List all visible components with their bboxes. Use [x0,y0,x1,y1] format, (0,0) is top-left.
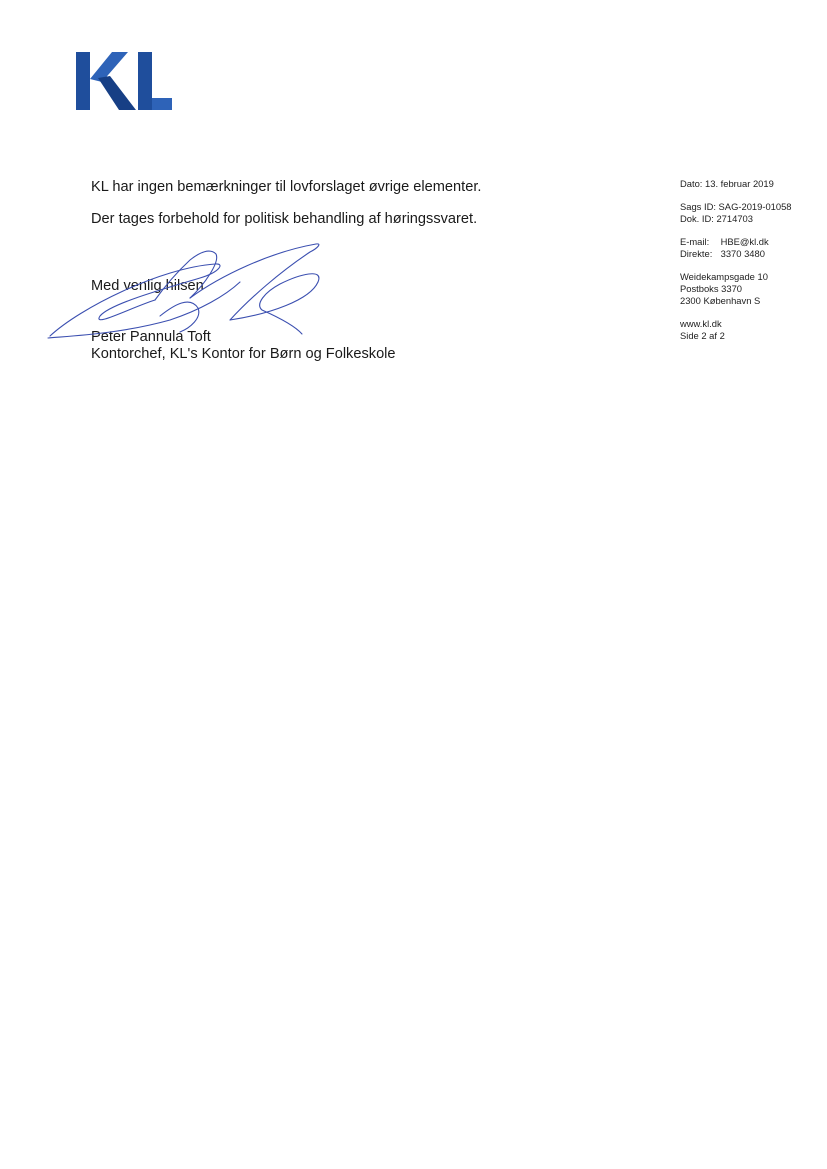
kl-logo [76,52,176,112]
page-number: Side 2 af 2 [680,330,725,341]
paragraph-reservation: Der tages forbehold for politisk behandling af høringssvaret. [91,211,478,227]
address-group [680,271,820,307]
email-value[interactable]: HBE@kl.dk [720,236,769,247]
email-label: E-mail: [680,236,710,247]
website-link[interactable]: www.kl.dk [680,318,722,329]
direct-phone-row [680,248,820,260]
letter-date: Dato: 13. februar 2019 [680,178,774,189]
direct-phone-label: Direkte: [680,248,713,259]
sender-info-sidebar [680,178,820,353]
address-city: 2300 København S [680,295,761,306]
paragraph-remarks: KL har ingen bemærkninger til lovforslaget øvrige elementer. [91,179,482,195]
address-street: Weidekampsgade 10 [680,271,768,282]
contact-group [680,236,820,260]
reference-group [680,201,820,225]
address-pobox: Postboks 3370 [680,283,743,294]
date-group [680,178,820,190]
document-id: Dok. ID: 2714703 [680,213,753,224]
closing-greeting: Med venlig hilsen [91,278,204,294]
signatory-title: Kontorchef, KL's Kontor for Børn og Folkeskole [91,346,396,362]
signatory-name: Peter Pannula Toft [91,329,211,345]
case-id: Sags ID: SAG-2019-01058 [680,201,792,212]
web-group [680,318,820,342]
direct-phone-value: 3370 3480 [720,248,765,259]
email-row [680,236,820,248]
